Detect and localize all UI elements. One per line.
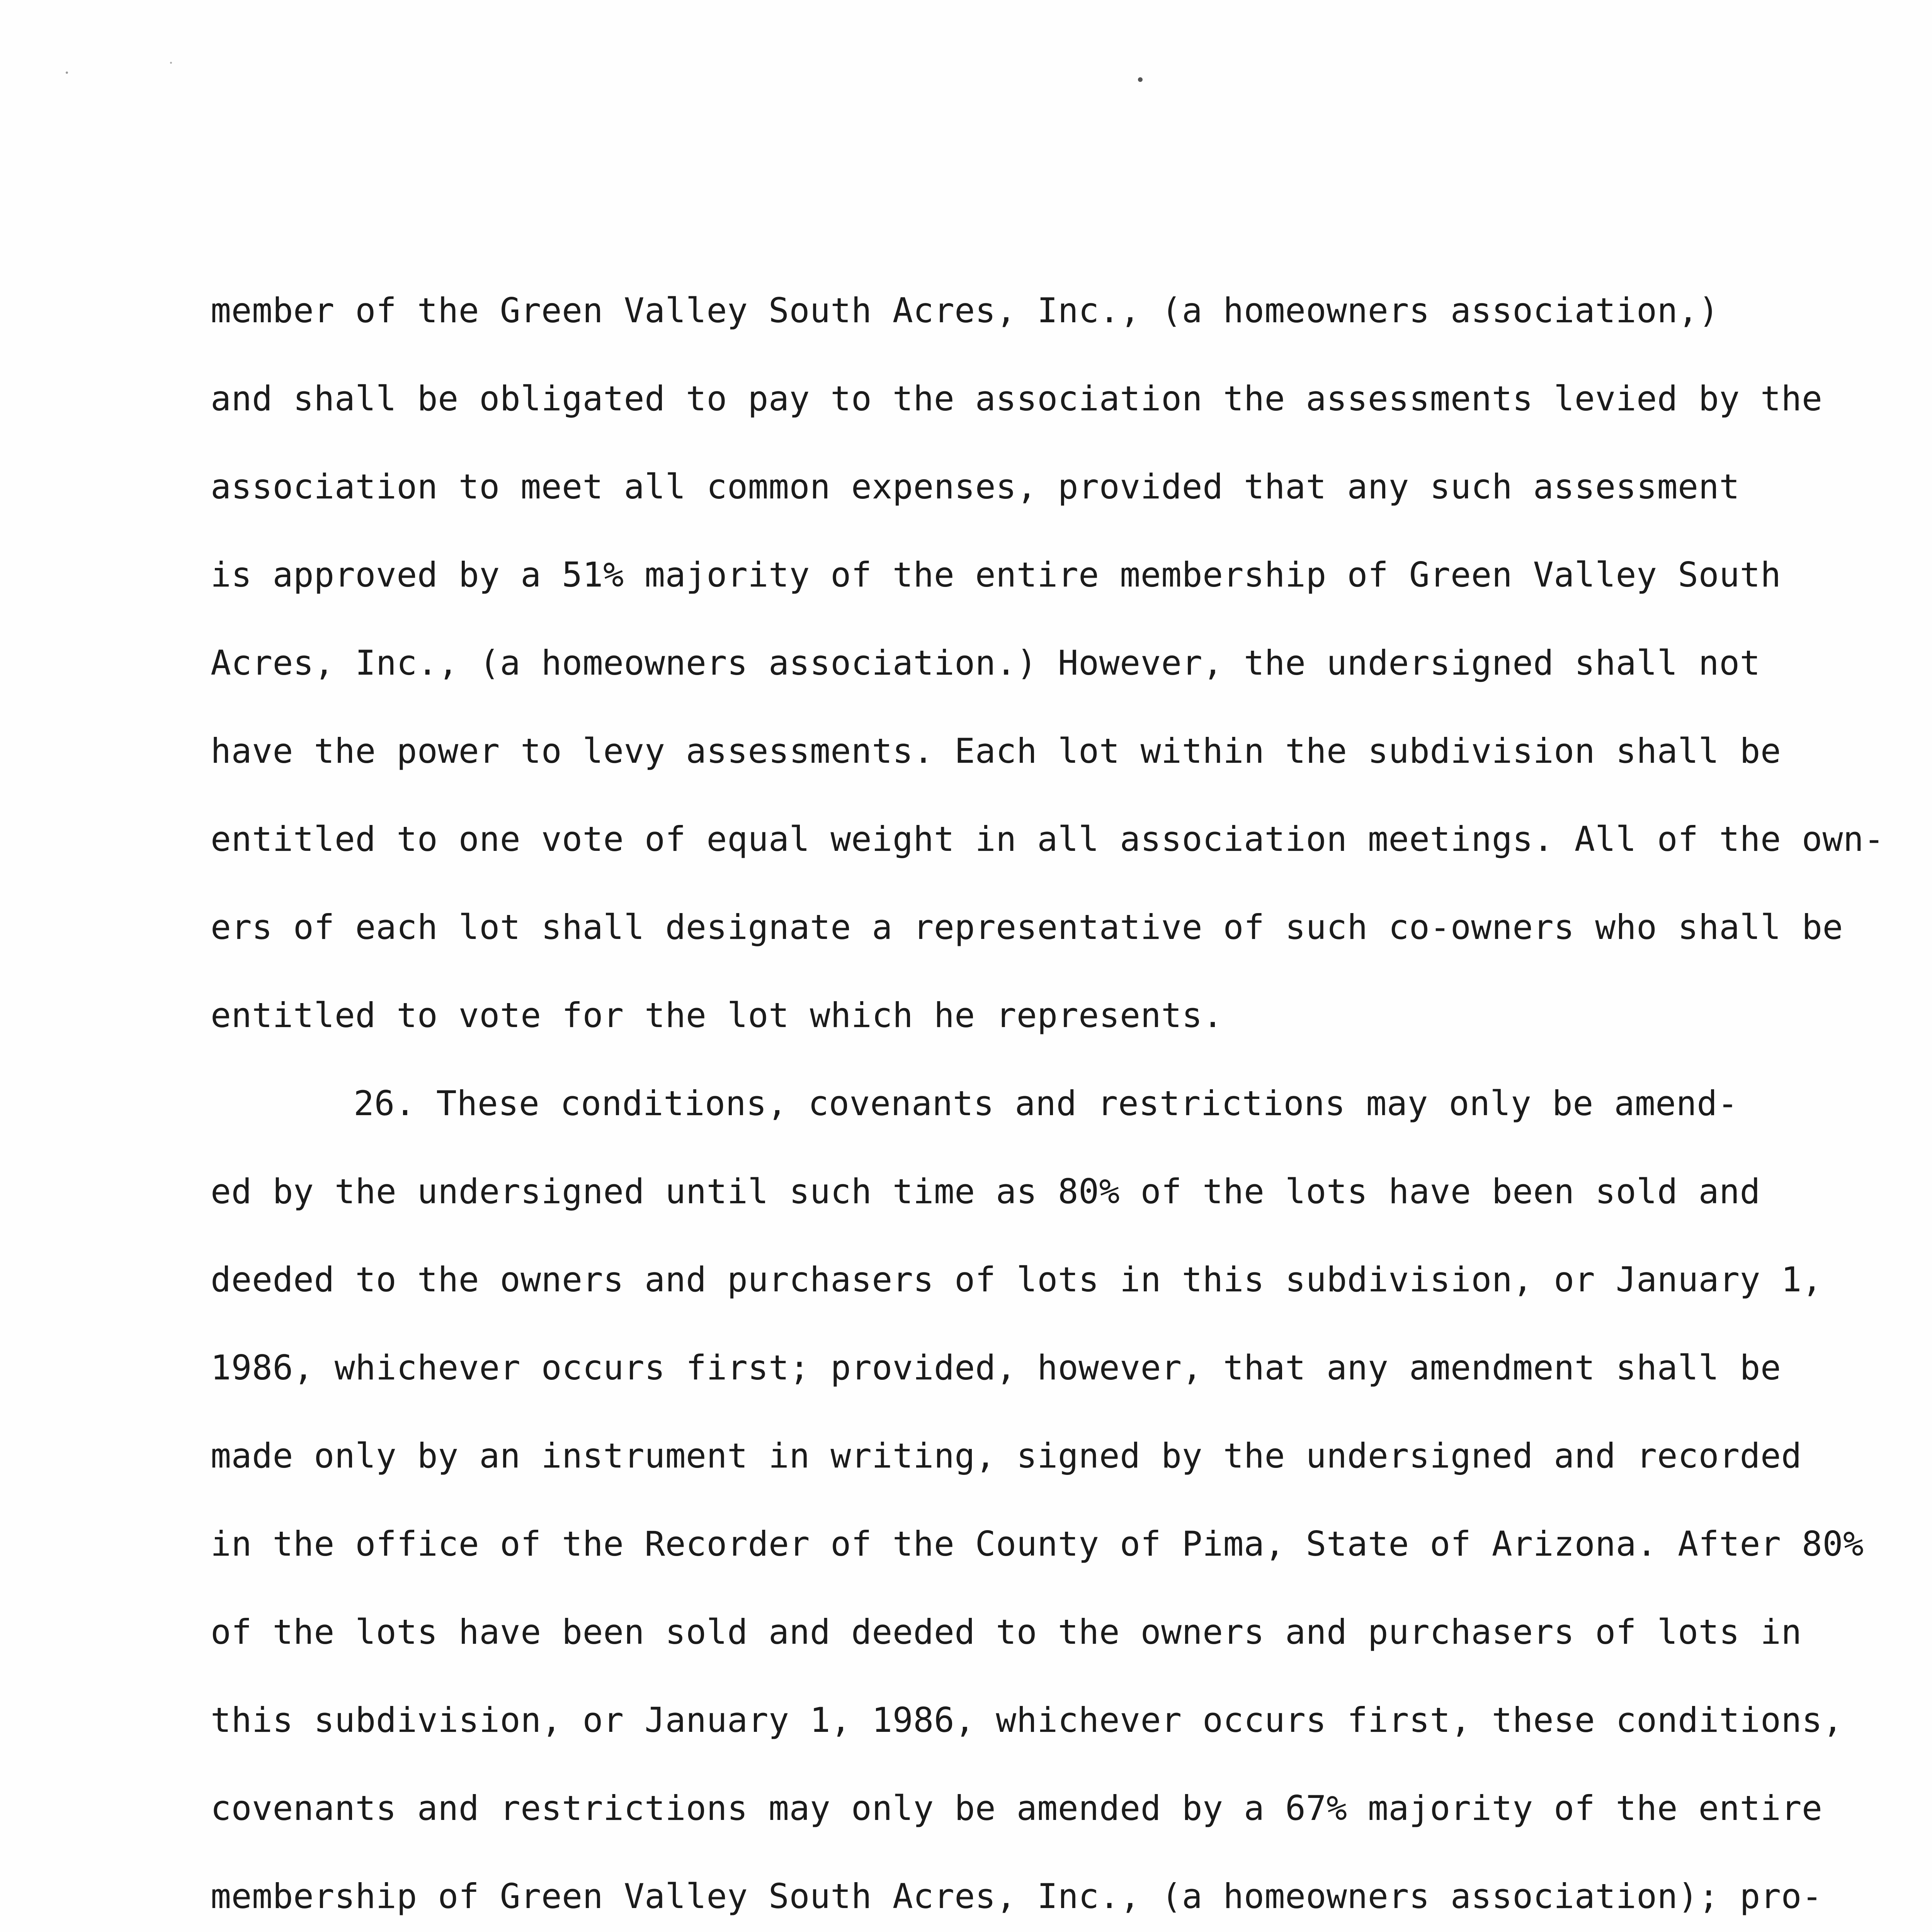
text-line: member of the Green Valley South Acres, Inc., (a homeowners association,) [211,291,1719,330]
text-line: made only by an instrument in writing, signed by the undersigned and recorded [211,1436,1802,1476]
text-line: entitled to one vote of equal weight in all association meetings. All of the own- [211,819,1884,859]
text-line: entitled to vote for the lot which he represents. [211,995,1223,1035]
text-line: have the power to levy assessments. Each lot within the subdivision shall be [211,731,1781,771]
text-line: deeded to the owners and purchasers of lots in this subdivision, or January 1, [211,1260,1823,1299]
text-line: membership of Green Valley South Acres, Inc., (a homeowners association); pro- [211,1876,1823,1916]
text-line: 1986, whichever occurs first; provided, however, that any amendment shall be [211,1348,1781,1388]
paragraph-26-start: 26. These conditions, covenants and restrictions may only be amend- [354,1083,1738,1123]
scan-speck [66,71,68,74]
text-line: and shall be obligated to pay to the association the assessments levied by the [211,379,1823,418]
text-line: association to meet all common expenses, provided that any such assessment [211,467,1740,507]
scan-speck [170,62,172,64]
text-line: this subdivision, or January 1, 1986, whichever occurs first, these conditions, [211,1700,1843,1740]
text-line: of the lots have been sold and deeded to the owners and purchasers of lots in [211,1612,1802,1652]
body-text [211,267,1884,1932]
text-line: Acres, Inc., (a homeowners association.) However, the undersigned shall not [211,643,1761,683]
text-line: ers of each lot shall designate a representative of such co-owners who shall be [211,907,1843,947]
text-line: in the office of the Recorder of the County of Pima, State of Arizona. After 80% [211,1524,1864,1564]
text-line: covenants and restrictions may only be amended by a 67% majority of the entire [211,1788,1823,1828]
scan-speck [1138,77,1143,82]
text-line: is approved by a 51% majority of the entire membership of Green Valley South [211,555,1781,595]
text-line: ed by the undersigned until such time as 80% of the lots have been sold and [211,1172,1761,1211]
